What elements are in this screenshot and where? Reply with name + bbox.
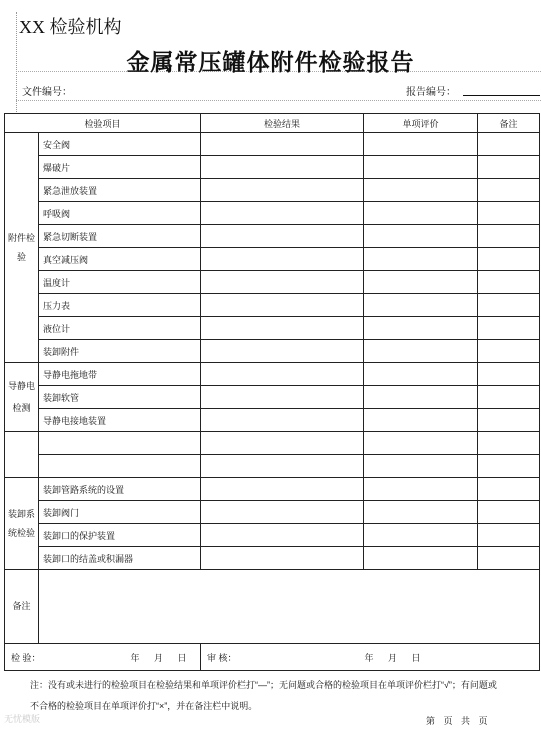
- evaluation-cell[interactable]: [364, 363, 478, 386]
- evaluation-cell[interactable]: [364, 202, 478, 225]
- table-row: [5, 294, 540, 317]
- result-cell[interactable]: [201, 340, 364, 363]
- table-row: [5, 409, 540, 432]
- evaluation-cell[interactable]: [364, 478, 478, 501]
- item-name: 装卸口的保护装置: [39, 524, 201, 547]
- remark-cell[interactable]: [478, 271, 540, 294]
- evaluation-cell[interactable]: [364, 156, 478, 179]
- remark-cell[interactable]: [478, 156, 540, 179]
- table-row: [5, 455, 540, 478]
- note-line-1: 注：没有或未进行的检验项目在检验结果和单项评价栏打“—”；无问题或合格的检验项目在单项评价栏打“√”；有问题或: [30, 680, 497, 690]
- evaluation-cell[interactable]: [364, 225, 478, 248]
- remark-cell[interactable]: [478, 317, 540, 340]
- evaluation-cell[interactable]: [364, 524, 478, 547]
- table-header-row: [5, 114, 540, 133]
- remarks-field[interactable]: [39, 570, 540, 644]
- result-cell[interactable]: [201, 202, 364, 225]
- table-row: [5, 547, 540, 570]
- table-row: [5, 432, 540, 455]
- table-row: [5, 317, 540, 340]
- evaluation-cell[interactable]: [364, 501, 478, 524]
- inspector-cell[interactable]: [5, 644, 201, 671]
- remark-cell[interactable]: [478, 524, 540, 547]
- remark-cell[interactable]: [478, 501, 540, 524]
- item-name: 爆破片: [39, 156, 201, 179]
- item-name: [39, 432, 201, 455]
- result-cell[interactable]: [201, 409, 364, 432]
- evaluation-cell[interactable]: [364, 386, 478, 409]
- remark-cell[interactable]: [478, 248, 540, 271]
- result-cell[interactable]: [201, 432, 364, 455]
- remark-cell[interactable]: [478, 455, 540, 478]
- remark-cell[interactable]: [478, 340, 540, 363]
- note-line-2: 不合格的检验项目在单项评价打“×”，并在备注栏中说明。: [30, 701, 258, 711]
- col-header-evaluation: 单项评价: [364, 114, 478, 133]
- item-name: 紧急泄放装置: [39, 179, 201, 202]
- result-cell[interactable]: [201, 248, 364, 271]
- reviewer-date: 年 月 日: [364, 652, 421, 663]
- item-name: 装卸软管: [39, 386, 201, 409]
- report-number-label: 报告编号：: [406, 87, 456, 98]
- remarks-row: [5, 570, 540, 644]
- watermark: 无忧模版: [4, 714, 41, 724]
- inspection-table: [4, 113, 540, 671]
- report-title: 金属常压罐体附件检验报告: [126, 49, 415, 76]
- table-row: [5, 156, 540, 179]
- remark-cell[interactable]: [478, 432, 540, 455]
- table-row: [5, 524, 540, 547]
- item-name: [39, 455, 201, 478]
- group-label: 装卸系统检验: [5, 478, 39, 570]
- item-name: 装卸口的结盖或积漏器: [39, 547, 201, 570]
- signature-row: [5, 644, 540, 671]
- remark-cell[interactable]: [478, 133, 540, 156]
- table-row: [5, 225, 540, 248]
- evaluation-cell[interactable]: [364, 179, 478, 202]
- result-cell[interactable]: [201, 179, 364, 202]
- table-row: [5, 501, 540, 524]
- result-cell[interactable]: [201, 478, 364, 501]
- evaluation-cell[interactable]: [364, 340, 478, 363]
- result-cell[interactable]: [201, 501, 364, 524]
- evaluation-cell[interactable]: [364, 271, 478, 294]
- result-cell[interactable]: [201, 455, 364, 478]
- table-row: [5, 363, 540, 386]
- remark-cell[interactable]: [478, 386, 540, 409]
- result-cell[interactable]: [201, 317, 364, 340]
- group-label: [5, 432, 39, 478]
- item-name: 呼吸阀: [39, 202, 201, 225]
- evaluation-cell[interactable]: [364, 133, 478, 156]
- item-name: 压力表: [39, 294, 201, 317]
- remark-cell[interactable]: [478, 478, 540, 501]
- result-cell[interactable]: [201, 386, 364, 409]
- reviewer-label: 审 核：: [207, 652, 237, 663]
- inspector-label: 检 验：: [11, 652, 41, 663]
- table-row: [5, 179, 540, 202]
- group-label: 附件检验: [5, 133, 39, 363]
- item-name: 导静电拖地带: [39, 363, 201, 386]
- inspector-date: 年 月 日: [130, 652, 187, 663]
- org-name: XX 检验机构: [19, 17, 122, 37]
- table-row: [5, 386, 540, 409]
- remark-cell[interactable]: [478, 294, 540, 317]
- col-header-item: 检验项目: [5, 114, 201, 133]
- table-row: [5, 340, 540, 363]
- remark-cell[interactable]: [478, 409, 540, 432]
- remarks-label: 备注: [5, 570, 39, 644]
- col-header-result: 检验结果: [201, 114, 364, 133]
- item-name: 装卸管路系统的设置: [39, 478, 201, 501]
- table-row: [5, 133, 540, 156]
- remark-cell[interactable]: [478, 202, 540, 225]
- result-cell[interactable]: [201, 133, 364, 156]
- remark-cell[interactable]: [478, 179, 540, 202]
- table-row: [5, 248, 540, 271]
- evaluation-cell[interactable]: [364, 294, 478, 317]
- col-header-remark: 备注: [478, 114, 540, 133]
- item-name: 紧急切断装置: [39, 225, 201, 248]
- remark-cell[interactable]: [478, 547, 540, 570]
- evaluation-cell[interactable]: [364, 432, 478, 455]
- item-name: 装卸阀门: [39, 501, 201, 524]
- item-name: 导静电接地装置: [39, 409, 201, 432]
- item-name: 真空减压阀: [39, 248, 201, 271]
- result-cell[interactable]: [201, 524, 364, 547]
- remark-cell[interactable]: [478, 363, 540, 386]
- report-number-field[interactable]: [463, 95, 540, 96]
- page-number: 第 页 共 页: [426, 716, 488, 726]
- margin-guide-2: [16, 100, 541, 101]
- item-name: 液位计: [39, 317, 201, 340]
- table-row: [5, 202, 540, 225]
- evaluation-cell[interactable]: [364, 455, 478, 478]
- result-cell[interactable]: [201, 547, 364, 570]
- reviewer-cell[interactable]: [201, 644, 540, 671]
- table-row: [5, 271, 540, 294]
- result-cell[interactable]: [201, 271, 364, 294]
- result-cell[interactable]: [201, 294, 364, 317]
- evaluation-cell[interactable]: [364, 248, 478, 271]
- evaluation-cell[interactable]: [364, 317, 478, 340]
- note-text: [30, 675, 535, 717]
- group-label: 导静电检测: [5, 363, 39, 432]
- item-name: 装卸附件: [39, 340, 201, 363]
- item-name: 安全阀: [39, 133, 201, 156]
- result-cell[interactable]: [201, 225, 364, 248]
- table-row: [5, 478, 540, 501]
- result-cell[interactable]: [201, 156, 364, 179]
- remark-cell[interactable]: [478, 225, 540, 248]
- evaluation-cell[interactable]: [364, 547, 478, 570]
- result-cell[interactable]: [201, 363, 364, 386]
- file-number-label: 文件编号：: [22, 87, 72, 98]
- evaluation-cell[interactable]: [364, 409, 478, 432]
- item-name: 温度计: [39, 271, 201, 294]
